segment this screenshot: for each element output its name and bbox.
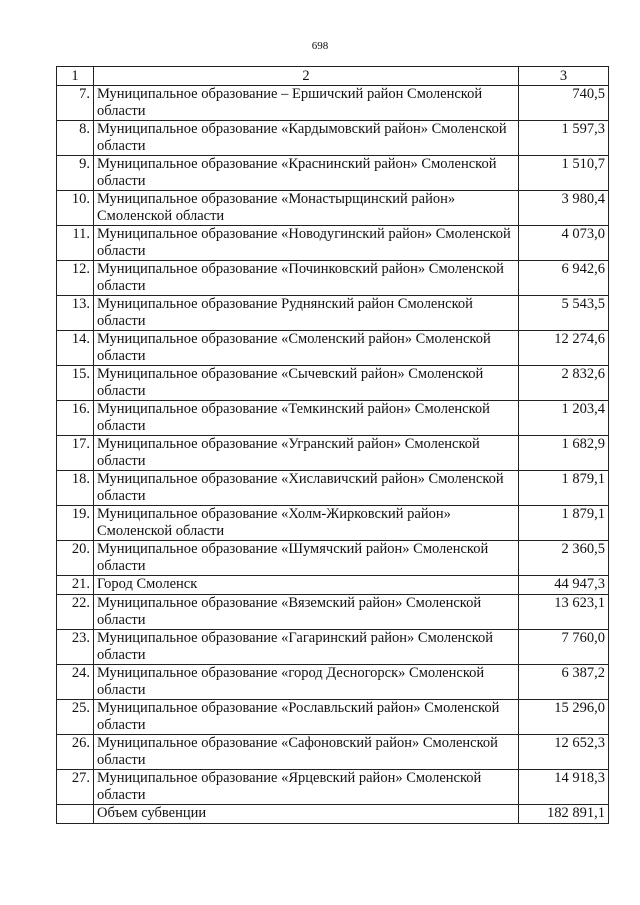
row-number: 18. [57,471,94,506]
municipality-name: Муниципальное образование «Сычевский район» Смоленской области [94,366,519,401]
row-number: 12. [57,261,94,296]
column-header-1: 1 [57,67,94,86]
municipality-name: Муниципальное образование «Рославльский район» Смоленской области [94,700,519,735]
table-header-row [57,67,609,86]
row-number: 17. [57,436,94,471]
subvention-amount: 13 623,1 [519,595,609,630]
table-row [57,735,609,770]
table-row [57,121,609,156]
municipality-name: Муниципальное образование «Новодугинский район» Смоленской области [94,226,519,261]
subvention-amount: 6 942,6 [519,261,609,296]
row-number: 11. [57,226,94,261]
municipality-name: Муниципальное образование «Холм-Жирковский район» Смоленской области [94,506,519,541]
table-row [57,506,609,541]
table-row [57,191,609,226]
subvention-amount: 44 947,3 [519,576,609,595]
table-row [57,770,609,805]
page-number: 698 [311,40,329,52]
municipality-name: Муниципальное образование «Шумячский район» Смоленской области [94,541,519,576]
total-row [57,805,609,824]
table-row [57,401,609,436]
municipality-name: Муниципальное образование «Монастырщинский район» Смоленской области [94,191,519,226]
total-number [57,805,94,824]
row-number: 19. [57,506,94,541]
municipality-name: Муниципальное образование «Вяземский район» Смоленской области [94,595,519,630]
table-row [57,700,609,735]
row-number: 9. [57,156,94,191]
row-number: 14. [57,331,94,366]
row-number: 15. [57,366,94,401]
row-number: 27. [57,770,94,805]
subvention-amount: 7 760,0 [519,630,609,665]
table-row [57,630,609,665]
municipality-name: Муниципальное образование «Починковский район» Смоленской области [94,261,519,296]
subvention-amount: 3 980,4 [519,191,609,226]
municipality-name: Муниципальное образование «Темкинский район» Смоленской области [94,401,519,436]
subvention-amount: 1 879,1 [519,506,609,541]
total-label: Объем субвенции [94,805,519,824]
table-body [57,86,609,824]
table-row [57,261,609,296]
table-row [57,331,609,366]
municipality-name: Муниципальное образование «Кардымовский район» Смоленской области [94,121,519,156]
row-number: 23. [57,630,94,665]
subvention-amount: 2 832,6 [519,366,609,401]
total-amount: 182 891,1 [519,805,609,824]
row-number: 26. [57,735,94,770]
municipality-name: Муниципальное образование «Угранский район» Смоленской области [94,436,519,471]
municipality-name: Муниципальное образование «Хиславичский район» Смоленской области [94,471,519,506]
row-number: 7. [57,86,94,121]
row-number: 16. [57,401,94,436]
municipality-name: Муниципальное образование «Сафоновский район» Смоленской области [94,735,519,770]
municipality-name: Муниципальное образование «Смоленский район» Смоленской области [94,331,519,366]
column-header-2: 2 [94,67,519,86]
municipality-name: Муниципальное образование «Ярцевский район» Смоленской области [94,770,519,805]
row-number: 20. [57,541,94,576]
subvention-amount: 6 387,2 [519,665,609,700]
row-number: 13. [57,296,94,331]
table-row [57,156,609,191]
table-row [57,436,609,471]
table-row [57,471,609,506]
municipality-name: Муниципальное образование «Краснинский район» Смоленской области [94,156,519,191]
subvention-amount: 1 203,4 [519,401,609,436]
subvention-amount: 740,5 [519,86,609,121]
row-number: 22. [57,595,94,630]
table-row [57,86,609,121]
municipality-name: Муниципальное образование – Ершичский район Смоленской области [94,86,519,121]
subvention-amount: 1 597,3 [519,121,609,156]
subvention-amount: 12 652,3 [519,735,609,770]
municipality-name: Муниципальное образование Руднянский район Смоленской области [94,296,519,331]
row-number: 8. [57,121,94,156]
subvention-amount: 5 543,5 [519,296,609,331]
subvention-amount: 2 360,5 [519,541,609,576]
subvention-amount: 4 073,0 [519,226,609,261]
row-number: 10. [57,191,94,226]
column-header-3: 3 [519,67,609,86]
table-row [57,576,609,595]
subvention-amount: 1 879,1 [519,471,609,506]
table-row [57,541,609,576]
subvention-amount: 1 682,9 [519,436,609,471]
row-number: 21. [57,576,94,595]
table-row [57,366,609,401]
subvention-amount: 1 510,7 [519,156,609,191]
table-row [57,595,609,630]
municipality-name: Муниципальное образование «город Десногорск» Смоленской области [94,665,519,700]
subvention-amount: 14 918,3 [519,770,609,805]
table-row [57,665,609,700]
table-row [57,296,609,331]
subvention-amount: 15 296,0 [519,700,609,735]
municipality-name: Муниципальное образование «Гагаринский район» Смоленской области [94,630,519,665]
row-number: 24. [57,665,94,700]
table-row [57,226,609,261]
subvention-amount: 12 274,6 [519,331,609,366]
subvention-table [56,66,609,824]
row-number: 25. [57,700,94,735]
municipality-name: Город Смоленск [94,576,519,595]
